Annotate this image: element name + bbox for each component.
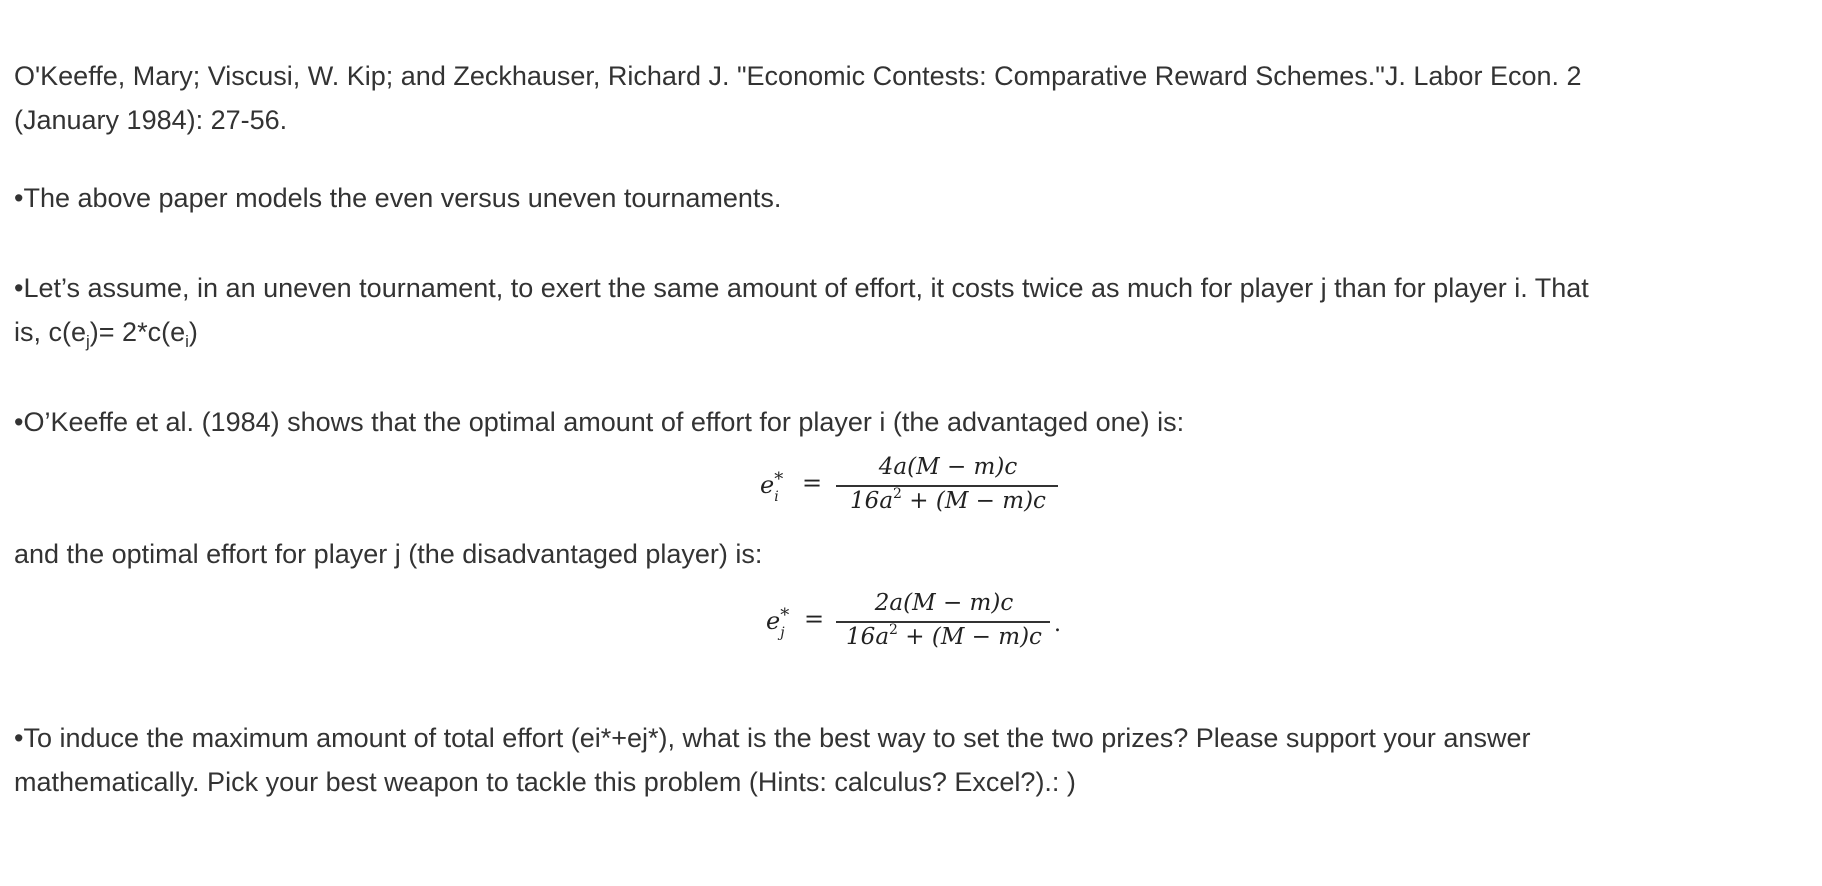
equation-i-fraction-bar xyxy=(836,485,1058,487)
equation-j-denominator: $16a^2 + (M - m)c$ xyxy=(846,622,1042,650)
text-optimal-effort-j: and the optimal effort for player j (the disadvantaged player) is: xyxy=(14,539,763,569)
cost-subscript-i: i xyxy=(185,332,189,351)
citation-line-1: O'Keeffe, Mary; Viscusi, W. Kip; and Zeckhauser, Richard J. "Economic Contests: Comparative Reward Schemes."J. Labor Econ. 2 xyxy=(14,61,1582,91)
bullet-cost-assumption-line-1: •Let’s assume, in an uneven tournament, to exert the same amount of effort, it costs twice as much for player j than for player i. That xyxy=(14,273,1589,303)
equation-j-lhs: $e^*_j$ xyxy=(766,605,790,641)
bullet-optimal-effort-i: •O’Keeffe et al. (1984) shows that the optimal amount of effort for player i (the advantaged one) is: xyxy=(14,407,1185,437)
bullet-cost-assumption-line-2 xyxy=(14,310,198,354)
cost-text-post: ) xyxy=(188,317,198,347)
cost-subscript-j: j xyxy=(86,332,90,351)
equation-j-fraction-bar xyxy=(836,621,1050,623)
bullet-question-line-1: •To induce the maximum amount of total effort (ei*+ej*), what is the best way to set the two prizes? Please support your answer xyxy=(14,723,1531,753)
equation-i-lhs: $e^*_i$ xyxy=(760,469,784,505)
equation-i-numerator: 4a(M − m)c xyxy=(878,454,1018,480)
bullet-question-line-2: mathematically. Pick your best weapon to tackle this problem (Hints: calculus? Excel?).: ) xyxy=(14,767,1076,797)
equation-i-equals: = xyxy=(802,469,823,497)
cost-text-mid: )= 2*c(e xyxy=(89,317,186,347)
bullet-even-uneven: •The above paper models the even versus uneven tournaments. xyxy=(14,183,782,213)
cost-text-pre: is, c(e xyxy=(14,317,87,347)
equation-j-numerator: 2a(M − m)c xyxy=(874,590,1014,616)
citation-line-2: (January 1984): 27-56. xyxy=(14,105,288,135)
equation-j-equals: = xyxy=(804,605,825,633)
equation-i-denominator: $16a^2 + (M - m)c$ xyxy=(850,486,1046,514)
equation-j-period: . xyxy=(1054,612,1061,637)
